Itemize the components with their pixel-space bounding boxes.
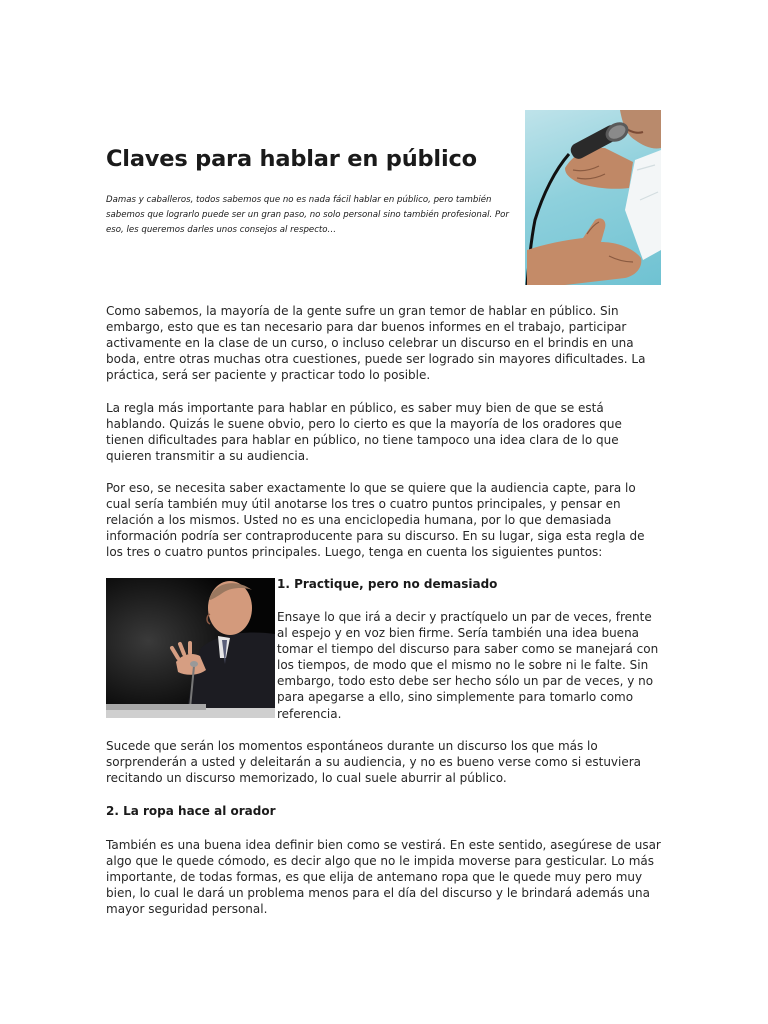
microphone-photo bbox=[525, 110, 661, 285]
section-1-body: Ensaye lo que irá a decir y practíquelo un par de veces, frente al espejo y en voz bien firme. Sería también una idea buena tomar el tiempo del discurso para saber como se manejará con los tiempos, de modo que el mismo no le sobre ni le falte. Sin embargo, todo esto debe ser hecho sólo un par de veces, y no para apegarse a ello, sino simplemente para tomarlo como referencia. bbox=[277, 610, 659, 721]
section-1-after: Sucede que serán los momentos espontáneos durante un discurso los que más lo sorprenderán a usted y deleitarán a su audiencia, y no es bueno verse como si estuviera recitando un discurso memorizado, lo cual suele aburrir al público. bbox=[106, 739, 642, 786]
section-1-heading: 1. Practique, pero no demasiado bbox=[277, 577, 498, 591]
paragraph-2: La regla más importante para hablar en público, es saber muy bien de que se está hablando. Quizás le suene obvio, pero lo cierto es que la mayoría de los oradores que tienen dificultades para hablar en público, no tiene tampoco una idea clara de lo que quieren transmitir a su audiencia. bbox=[106, 401, 622, 464]
section-2-heading: 2. La ropa hace al orador bbox=[106, 804, 276, 818]
intro-text: Damas y caballeros, todos sabemos que no es nada fácil hablar en público, pero también sabemos que lograrlo puede ser un gran paso, no solo personal sino también profesional. Por eso, les queremos darles unos consejos al respecto… bbox=[106, 195, 509, 235]
section-2-body: También es una buena idea definir bien como se vestirá. En este sentido, asegúrese de usar algo que le quede cómodo, es decir algo que no le impida moverse para gesticular. Lo más importante, de todas formas, es que elija de antemano ropa que le quede muy pero muy bien, lo cual le dará un problema menos para el día del discurso y le brindará además una mayor seguridad personal. bbox=[106, 838, 661, 917]
page-title: Claves para hablar en público bbox=[106, 146, 477, 172]
paragraph-3: Por eso, se necesita saber exactamente lo que se quiere que la audiencia capte, para lo cual sería también muy útil anotarse los tres o cuatro puntos principales, y pensar en relación a los mismos. Usted no es una enciclopedia humana, por lo que demasiada información podría ser contraproducente para su discurso. En su lugar, siga esta regla de los tres o cuatro puntos principales. Luego, tenga en cuenta los siguientes puntos: bbox=[106, 481, 645, 560]
paragraph-1: Como sabemos, la mayoría de la gente sufre un gran temor de hablar en público. Sin embargo, esto que es tan necesario para dar buenos informes en el trabajo, participar activamente en la clase de un curso, o incluso celebrar un discurso en el brindis en una boda, entre otras muchas otra cuestiones, puede ser logrado sin mayores dificultades. La práctica, será ser paciente y practicar todo lo posible. bbox=[106, 304, 646, 383]
speaker-photo bbox=[106, 578, 275, 718]
